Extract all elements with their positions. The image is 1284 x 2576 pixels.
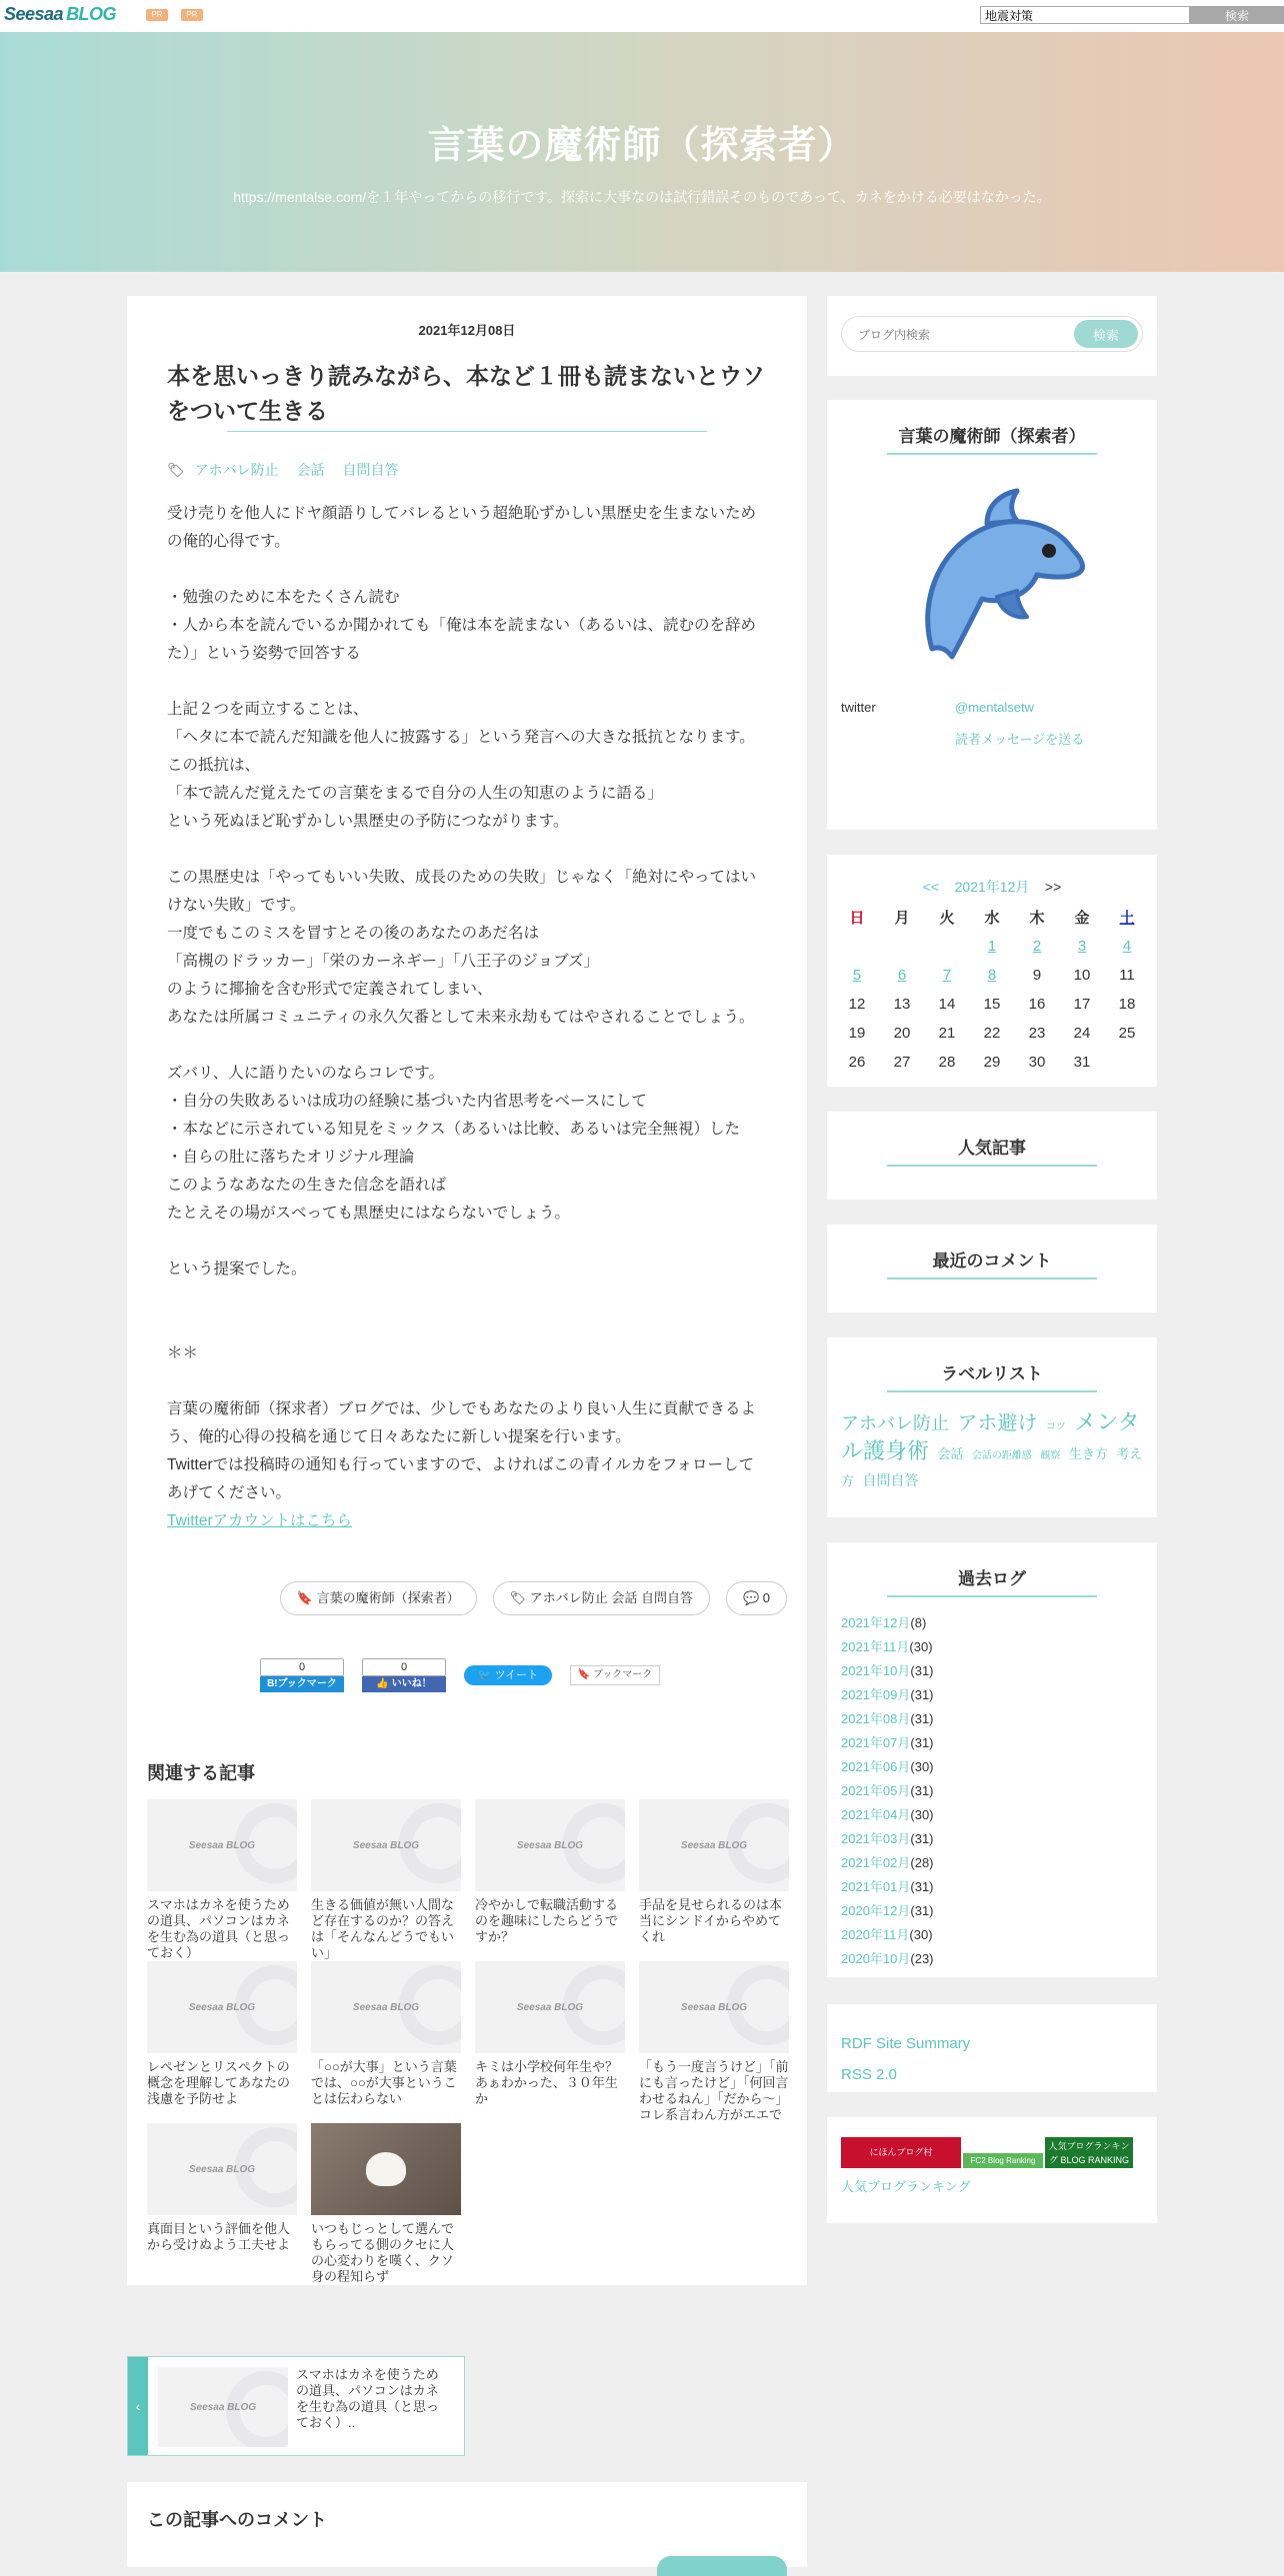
archive-item bbox=[841, 1827, 1157, 1851]
related-thumbnail bbox=[475, 1799, 625, 1891]
related-caption: 手品を見せられるのは本当にシンドイからやめてくれ bbox=[639, 1897, 783, 1944]
post-paragraph: 「ヘタに本で読んだ知識を他人に披露する」という発言への大きな抵抗となります。 bbox=[167, 729, 755, 746]
fb-label bbox=[362, 1676, 446, 1692]
post-paragraph: ・自分の失敗あるいは成功の経験に基づいた内省思考をベースにして bbox=[167, 1093, 647, 1110]
comments-section bbox=[127, 2482, 807, 2567]
archive-month-link[interactable]: 2021年07月 bbox=[841, 1735, 911, 1750]
thumb-logo-text: Seesaa BLOG bbox=[188, 1839, 256, 1851]
calendar-day: 9 bbox=[1032, 967, 1042, 984]
archive-count: (31) bbox=[910, 1711, 934, 1726]
seesaa-logo[interactable] bbox=[4, 4, 116, 25]
calendar-day: 30 bbox=[1028, 1054, 1046, 1071]
calendar-day: 19 bbox=[848, 1025, 866, 1042]
archive-item bbox=[841, 1755, 1157, 1779]
related-caption: いつもじっとして選んでもらってる側のクセに人の心変わりを嘆く、クソ身の程知らず bbox=[311, 2221, 455, 2284]
calendar-day bbox=[1105, 1048, 1150, 1077]
post-paragraph: ・勉強のために本をたくさん読む bbox=[167, 589, 400, 606]
label-link[interactable]: アホ避け bbox=[957, 1412, 1038, 1434]
related-caption: 真面目という評価を他人から受けぬよう工夫せよ bbox=[147, 2221, 291, 2252]
bookmark-icon: 🔖 bbox=[296, 1590, 313, 1605]
tags-pill-label: アホバレ防止 会話 自問自答 bbox=[529, 1590, 693, 1605]
archive-month-link[interactable]: 2021年02月 bbox=[841, 1855, 911, 1870]
bookmark-button[interactable] bbox=[570, 1665, 660, 1685]
title-underline bbox=[887, 453, 1097, 455]
thumb-logo-text: Seesaa BLOG bbox=[680, 1839, 748, 1851]
popular-title: 人気記事 bbox=[958, 1139, 1026, 1158]
prev-caption: スマホはカネを使うための道具、パソコンはカネを生む為の道具（と思っておく）.. bbox=[296, 2367, 440, 2430]
calendar-next[interactable]: >> bbox=[1044, 879, 1062, 895]
related-thumbnail bbox=[311, 1961, 461, 2053]
archive-item bbox=[841, 1947, 1157, 1971]
related-caption: レペゼンとリスペクトの概念を理解してあなたの浅慮を予防せよ bbox=[147, 2059, 291, 2106]
calendar-day[interactable] bbox=[835, 961, 880, 990]
calendar-day-link[interactable]: 8 bbox=[987, 967, 997, 984]
related-thumbnail bbox=[147, 1961, 297, 2053]
related-articles bbox=[127, 1759, 807, 2285]
tweet-button[interactable] bbox=[464, 1665, 552, 1685]
calendar-day: 10 bbox=[1073, 967, 1091, 984]
calendar-day: 23 bbox=[1028, 1025, 1046, 1042]
recent-comments-widget bbox=[827, 1225, 1157, 1312]
related-article[interactable] bbox=[311, 1961, 461, 2123]
calendar-day-link[interactable]: 7 bbox=[942, 967, 952, 984]
post-paragraph: このようなあなたの生きた信念を語れば bbox=[167, 1177, 447, 1194]
archive-count: (31) bbox=[910, 1831, 934, 1846]
related-caption: キミは小学校何年生や？あぁわかった、３０年生か bbox=[475, 2059, 619, 2106]
archive-count: (31) bbox=[910, 1663, 934, 1678]
prev-thumbnail bbox=[158, 2367, 288, 2447]
calendar-day: 31 bbox=[1073, 1054, 1091, 1071]
calendar-week bbox=[835, 1019, 1150, 1048]
ranking-link[interactable]: 人気ブログランキング bbox=[841, 2179, 971, 2194]
blog-title[interactable]: 言葉の魔術師（探索者） bbox=[427, 125, 857, 167]
calendar-day: 28 bbox=[938, 1054, 956, 1071]
thumb-logo-text: Seesaa BLOG bbox=[516, 2001, 584, 2013]
hatena-label: B!ブックマーク bbox=[260, 1676, 344, 1692]
calendar-day: 27 bbox=[893, 1054, 911, 1071]
archive-item bbox=[841, 1731, 1157, 1755]
calendar-day: 25 bbox=[1118, 1025, 1136, 1042]
post-paragraph: 言葉の魔術師（探求者）ブログでは、少しでもあなたのより良い人生に貢献できるよう、俺的心得の投稿を通じて日々あなたに新しい提案を行います。 bbox=[167, 1400, 757, 1445]
blog-description: https://mentalse.com/を１年やってからの移行です。探索に大事なのは試行錯誤そのものであって、カネをかける必要はなかった。 bbox=[233, 189, 1051, 205]
archive-count: (31) bbox=[910, 1783, 934, 1798]
post-date: 2021年12月08日 bbox=[418, 323, 516, 338]
calendar-week bbox=[835, 990, 1150, 1019]
calendar-day: 26 bbox=[848, 1054, 866, 1071]
pr-badge[interactable]: PR bbox=[181, 9, 203, 21]
related-article[interactable] bbox=[147, 1961, 297, 2123]
post-paragraph bbox=[167, 668, 767, 696]
weekday-label: 木 bbox=[1029, 910, 1045, 927]
ranking-widget bbox=[827, 2117, 1157, 2223]
calendar-day: 20 bbox=[893, 1025, 911, 1042]
comments-pill[interactable] bbox=[726, 1581, 787, 1615]
label-link[interactable]: メンタル護身術 bbox=[841, 1409, 1140, 1463]
calendar-day: 17 bbox=[1073, 996, 1091, 1013]
archive-widget bbox=[827, 1542, 1157, 1977]
thumb-logo-text: Seesaa BLOG bbox=[680, 2001, 748, 2013]
archive-count: (31) bbox=[910, 1903, 934, 1918]
post-paragraph: 一度でもこのミスを冒すとその後のあなたのあだ名は bbox=[167, 925, 540, 942]
related-thumbnail bbox=[311, 1799, 461, 1891]
archive-month-link[interactable]: 2021年10月 bbox=[841, 1663, 911, 1678]
post-paragraph: ・本などに示されている知見をミックス（あるいは比較、あるいは完全無視）した bbox=[167, 1121, 741, 1138]
shell-image bbox=[366, 2152, 406, 2186]
fc2-ranking-banner[interactable]: FC2 Blog Ranking bbox=[963, 2153, 1043, 2168]
weekday-label: 水 bbox=[984, 910, 1000, 927]
label-cloud bbox=[841, 1410, 1143, 1493]
calendar-day: 29 bbox=[983, 1054, 1001, 1071]
tags-pill[interactable] bbox=[493, 1581, 710, 1615]
hatena-count: 0 bbox=[260, 1658, 344, 1676]
post-paragraph bbox=[167, 836, 767, 864]
calendar-day[interactable] bbox=[1015, 932, 1060, 961]
archive-item bbox=[841, 1707, 1157, 1731]
related-thumbnail bbox=[147, 1799, 297, 1891]
label-link[interactable]: 観察 bbox=[1040, 1450, 1061, 1461]
related-caption: 冷やかしで転職活動するのを趣味にしたらどうですか？ bbox=[475, 1897, 619, 1944]
calendar-table bbox=[835, 903, 1150, 1077]
related-thumbnail bbox=[147, 2123, 297, 2215]
archive-item bbox=[841, 1779, 1157, 1803]
weekday-label: 火 bbox=[939, 910, 955, 927]
post-paragraph: という提案でした。 bbox=[167, 1261, 307, 1278]
calendar-widget bbox=[827, 855, 1157, 1087]
weekday-label: 土 bbox=[1119, 910, 1135, 927]
calendar-day: 11 bbox=[1119, 967, 1135, 984]
archive-count: (30) bbox=[909, 1927, 933, 1942]
calendar-day-link[interactable]: 5 bbox=[852, 967, 862, 984]
archive-count: (31) bbox=[910, 1687, 934, 1702]
calendar-day bbox=[835, 932, 880, 961]
archive-month-link[interactable]: 2020年10月 bbox=[841, 1951, 911, 1966]
calendar-weekdays bbox=[835, 903, 1150, 932]
related-article[interactable] bbox=[475, 1961, 625, 2123]
archive-month-link[interactable]: 2021年03月 bbox=[841, 1831, 911, 1846]
post-paragraph bbox=[167, 1367, 767, 1395]
top-search-button[interactable]: 検索 bbox=[1190, 6, 1284, 24]
label-link[interactable]: 考え方 bbox=[841, 1446, 1143, 1488]
related-article[interactable] bbox=[311, 2123, 461, 2285]
archive-item bbox=[841, 1899, 1157, 1923]
archive-month-link[interactable]: 2021年04月 bbox=[841, 1807, 911, 1822]
related-thumbnail bbox=[475, 1961, 625, 2053]
archive-month-link[interactable]: 2021年06月 bbox=[841, 1759, 911, 1774]
bookmark-icon: 🔖 bbox=[577, 1669, 591, 1680]
calendar-day: 13 bbox=[893, 996, 911, 1013]
nihon-blog-mura-banner[interactable]: にほんブログ村 bbox=[841, 2137, 961, 2168]
post-paragraph: のように揶揄を含む形式で定義されてしまい、 bbox=[167, 981, 493, 998]
related-thumbnail bbox=[639, 1799, 789, 1891]
weekday-label: 月 bbox=[894, 910, 910, 927]
reader-message-row bbox=[841, 729, 1157, 748]
related-thumbnail bbox=[639, 1961, 789, 2053]
post-paragraph: という死ぬほど恥ずかしい黒歴史の予防につながります。 bbox=[167, 813, 569, 830]
share-buttons bbox=[260, 1655, 807, 1695]
post-paragraph: 受け売りを他人にドヤ顔語りしてバレるという超絶恥ずかしい黒歴史を生まないための俺的心得です。 bbox=[167, 505, 757, 550]
calendar-day-link[interactable]: 6 bbox=[897, 967, 907, 984]
archive-item bbox=[841, 1851, 1157, 1875]
post-paragraph: この抵抗は、 bbox=[167, 757, 261, 774]
archive-count: (8) bbox=[910, 1615, 927, 1630]
archive-month-link[interactable]: 2020年11月 bbox=[841, 1927, 910, 1942]
fb-count: 0 bbox=[362, 1658, 446, 1676]
calendar-day-link[interactable]: 4 bbox=[1122, 938, 1132, 955]
twitter-account-link[interactable]: Twitterアカウントはこちら bbox=[167, 1512, 352, 1529]
sidebar-search bbox=[841, 316, 1143, 352]
title-underline bbox=[887, 1390, 1097, 1392]
twitter-row bbox=[841, 700, 1157, 715]
calendar-day-link[interactable]: 1 bbox=[987, 938, 997, 955]
thumb-logo-text: Seesaa BLOG bbox=[188, 2001, 256, 2013]
post-paragraph bbox=[167, 1311, 767, 1339]
comment-icon: 💬 bbox=[742, 1590, 760, 1605]
blog-pill-label: 言葉の魔術師（探索者） bbox=[316, 1590, 460, 1605]
post-paragraph: あなたは所属コミュニティの永久欠番として未来永劫もてはやされることでしょう。 bbox=[167, 1009, 755, 1026]
archive-item bbox=[841, 1611, 1157, 1635]
label-link[interactable]: 会話 bbox=[937, 1446, 964, 1461]
weekday-label: 金 bbox=[1074, 910, 1090, 927]
blog-header bbox=[0, 32, 1284, 272]
related-article[interactable] bbox=[311, 1799, 461, 1961]
post-paragraph bbox=[167, 1228, 767, 1256]
post-paragraph: 「高槻のドラッカー」「栄のカーネギー」「八王子のジョブズ」 bbox=[167, 953, 599, 970]
dolphin-icon[interactable] bbox=[827, 479, 1157, 684]
related-article[interactable] bbox=[639, 1961, 789, 2123]
ranking-banners bbox=[841, 2137, 1157, 2168]
comment-button[interactable] bbox=[657, 2556, 787, 2576]
calendar-day-link[interactable]: 3 bbox=[1077, 938, 1087, 955]
calendar-month[interactable]: 2021年12月 bbox=[954, 879, 1030, 895]
profile-title[interactable]: 言葉の魔術師（探索者） bbox=[898, 427, 1086, 446]
labels-widget bbox=[827, 1337, 1157, 1517]
related-caption: 生きる価値が無い人間など存在するのか？の答えは「そんなんどうでもいい」 bbox=[311, 1897, 455, 1960]
sidebar-search-widget bbox=[827, 296, 1157, 376]
calendar-day[interactable] bbox=[1105, 932, 1150, 961]
title-underline bbox=[887, 1165, 1097, 1167]
thumb-logo-text: Seesaa BLOG bbox=[352, 1839, 420, 1851]
calendar-day: 16 bbox=[1028, 996, 1046, 1013]
calendar-day: 12 bbox=[848, 996, 866, 1013]
post-paragraph: たとえその場がスベっても黒歴史にはならないでしょう。 bbox=[167, 1205, 571, 1222]
archive-item bbox=[841, 1923, 1157, 1947]
tag-link[interactable]: 会話 bbox=[296, 462, 325, 478]
thumb-logo-text: Seesaa BLOG bbox=[516, 1839, 584, 1851]
thumb-logo-text: Seesaa BLOG bbox=[188, 2163, 256, 2175]
top-search-input[interactable] bbox=[980, 6, 1190, 24]
archive-count: (23) bbox=[910, 1951, 934, 1966]
post-paragraph: ＊＊ bbox=[167, 1344, 199, 1361]
previous-post-link[interactable] bbox=[127, 2356, 465, 2456]
facebook-like-button[interactable] bbox=[362, 1658, 446, 1692]
related-article[interactable] bbox=[147, 1799, 297, 1961]
twitter-label: twitter bbox=[841, 700, 876, 715]
thumb-logo-text: Seesaa BLOG bbox=[189, 2401, 257, 2413]
top-search bbox=[980, 6, 1284, 24]
post-paragraph: この黒歴史は「やってもいい失敗、成長のための失敗」じゃなく「絶対にやってはいけない失敗」です。 bbox=[167, 869, 757, 914]
calendar-day[interactable] bbox=[925, 961, 970, 990]
calendar-day[interactable] bbox=[970, 932, 1015, 961]
archive-month-link[interactable]: 2021年08月 bbox=[841, 1711, 911, 1726]
rss-links bbox=[841, 2028, 1157, 2090]
calendar-week bbox=[835, 961, 1150, 990]
archive-count: (30) bbox=[910, 1759, 934, 1774]
tag-link[interactable]: 自問自答 bbox=[342, 462, 399, 478]
calendar-day: 18 bbox=[1118, 996, 1136, 1013]
recent-comments-title: 最近のコメント bbox=[932, 1252, 1052, 1271]
calendar-day: 24 bbox=[1073, 1025, 1091, 1042]
tag-icon: 🏷 bbox=[509, 1590, 527, 1605]
rdf-link[interactable]: RDF Site Summary bbox=[841, 2035, 971, 2052]
tweet-label: ツイート bbox=[494, 1669, 539, 1681]
archive-count: (31) bbox=[910, 1735, 934, 1750]
calendar-week bbox=[835, 932, 1150, 961]
post-paragraph: 「本で読んだ覚えたての言葉をまるで自分の人生の知恵のように語る」 bbox=[167, 785, 663, 802]
post-paragraph bbox=[167, 556, 767, 584]
calendar-prev[interactable]: << bbox=[922, 879, 940, 895]
archive-count: (30) bbox=[909, 1639, 933, 1654]
reader-message-link[interactable]: 読者メッセージを送る bbox=[955, 732, 1085, 747]
hatena-bookmark-button[interactable] bbox=[260, 1658, 344, 1692]
related-article[interactable] bbox=[639, 1799, 789, 1961]
calendar-day: 14 bbox=[938, 996, 956, 1013]
top-bar bbox=[0, 0, 1284, 32]
tag-icon: 🏷 bbox=[167, 462, 185, 478]
archive-item bbox=[841, 1683, 1157, 1707]
label-link[interactable]: アホバレ防止 bbox=[841, 1413, 949, 1433]
archive-month-link[interactable]: 2020年12月 bbox=[841, 1903, 911, 1918]
post-paragraph: ・自らの肚に落ちたオリジナル理論 bbox=[167, 1149, 415, 1166]
logo-text: Seesaa bbox=[4, 4, 64, 24]
calendar-day: 15 bbox=[983, 996, 1001, 1013]
title-underline bbox=[887, 1278, 1097, 1280]
archive-month-link[interactable]: 2021年05月 bbox=[841, 1783, 911, 1798]
twitter-link-row bbox=[167, 1507, 767, 1535]
rss2-link[interactable]: RSS 2.0 bbox=[841, 2066, 897, 2083]
archive-item bbox=[841, 1875, 1157, 1899]
weekday-label: 日 bbox=[849, 910, 865, 927]
sidebar-search-input[interactable] bbox=[856, 327, 1060, 343]
logo-blog-text: BLOG bbox=[66, 4, 117, 24]
twitter-handle-link[interactable]: @mentalsetw bbox=[955, 700, 1034, 715]
related-article[interactable] bbox=[147, 2123, 297, 2285]
archive-title: 過去ログ bbox=[958, 1569, 1026, 1588]
blog-ranking-banner[interactable]: 人気ブログランキング BLOG RANKING bbox=[1045, 2137, 1133, 2168]
archive-item bbox=[841, 1635, 1157, 1659]
related-caption: 「もう一度言うけど」「前にも言ったけど」「何回言わせるねん」「だから～」コレ系言わん方がエエで bbox=[639, 2059, 789, 2122]
labels-title: ラベルリスト bbox=[941, 1364, 1043, 1383]
archive-month-link[interactable]: 2021年11月 bbox=[841, 1639, 910, 1654]
article-card bbox=[127, 296, 807, 2285]
post-paragraph bbox=[167, 1284, 767, 1311]
archive-list bbox=[841, 1611, 1157, 1971]
archive-item bbox=[841, 1659, 1157, 1683]
related-thumbnail bbox=[311, 2123, 461, 2215]
post-tags bbox=[167, 460, 767, 480]
calendar-header bbox=[827, 877, 1157, 903]
fb-label-text: いいね！ bbox=[391, 1678, 432, 1689]
archive-month-link[interactable]: 2021年01月 bbox=[841, 1879, 911, 1894]
thumb-logo-text: Seesaa BLOG bbox=[352, 2001, 420, 2013]
label-link[interactable]: 会話の距離感 bbox=[971, 1450, 1032, 1461]
post-paragraph: ・人から本を読んでいるか聞かれても「俺は本を読まない（あるいは、読むのを辞めた）」という姿勢で回答する bbox=[167, 617, 757, 662]
post-paragraph: ズバリ、人に語りたいのならコレです。 bbox=[167, 1065, 444, 1082]
related-heading: 関連する記事 bbox=[147, 1763, 255, 1783]
calendar-day-link[interactable]: 2 bbox=[1032, 938, 1042, 955]
calendar-day bbox=[925, 932, 970, 961]
calendar-day: 21 bbox=[938, 1025, 956, 1042]
chevron-left-icon[interactable]: ‹ bbox=[128, 2357, 148, 2455]
related-article[interactable] bbox=[475, 1799, 625, 1961]
post-paragraph: Twitterでは投稿時の通知も行っていますので、よければこの青イルカをフォローしてあげてください。 bbox=[167, 1456, 755, 1501]
archive-count: (30) bbox=[910, 1807, 934, 1822]
calendar-day[interactable] bbox=[970, 961, 1015, 990]
profile-widget bbox=[827, 400, 1157, 830]
tag-link[interactable]: アホバレ防止 bbox=[194, 462, 279, 478]
popular-articles-widget bbox=[827, 1112, 1157, 1200]
calendar-week bbox=[835, 1048, 1150, 1077]
archive-item bbox=[841, 1803, 1157, 1827]
label-link[interactable]: 生き方 bbox=[1068, 1446, 1108, 1461]
comment-count: 0 bbox=[762, 1590, 770, 1605]
related-caption: スマホはカネを使うための道具、パソコンはカネを生む為の道具（と思っておく） bbox=[147, 1897, 291, 1960]
post-paragraph: 上記２つを両立することは、 bbox=[167, 701, 369, 718]
rss-widget bbox=[827, 2004, 1157, 2092]
sidebar-search-button[interactable]: 検索 bbox=[1074, 320, 1138, 348]
calendar-day: 22 bbox=[983, 1025, 1001, 1042]
archive-month-link[interactable]: 2021年09月 bbox=[841, 1687, 911, 1702]
blog-pill[interactable] bbox=[280, 1581, 477, 1615]
related-caption: 「○○が大事」という言葉では、○○が大事ということは伝わらない bbox=[311, 2059, 457, 2106]
thumbs-up-icon: 👍 bbox=[376, 1678, 389, 1689]
pr-badge[interactable]: PR bbox=[146, 9, 168, 21]
title-underline bbox=[227, 431, 707, 432]
post-footer-pills bbox=[127, 1581, 807, 1615]
label-link[interactable]: 自問自答 bbox=[862, 1472, 919, 1488]
calendar-day[interactable] bbox=[880, 961, 925, 990]
title-underline bbox=[887, 1595, 1097, 1597]
label-link[interactable]: コツ bbox=[1045, 1421, 1066, 1432]
comments-heading: この記事へのコメント bbox=[147, 2510, 327, 2530]
post-body bbox=[167, 500, 767, 1507]
archive-month-link[interactable]: 2021年12月 bbox=[841, 1615, 911, 1630]
calendar-day[interactable] bbox=[1060, 932, 1105, 961]
related-grid bbox=[147, 1799, 803, 2285]
post-paragraph bbox=[167, 1032, 767, 1060]
bookmark-label: ブックマーク bbox=[592, 1669, 653, 1680]
archive-count: (31) bbox=[910, 1879, 934, 1894]
post-title[interactable]: 本を思いっきり読みながら、本など１冊も読まないとウソをついて生きる bbox=[167, 363, 765, 424]
calendar-day bbox=[880, 932, 925, 961]
archive-count: (28) bbox=[910, 1855, 934, 1870]
twitter-bird-icon: 🐦 bbox=[477, 1669, 492, 1681]
